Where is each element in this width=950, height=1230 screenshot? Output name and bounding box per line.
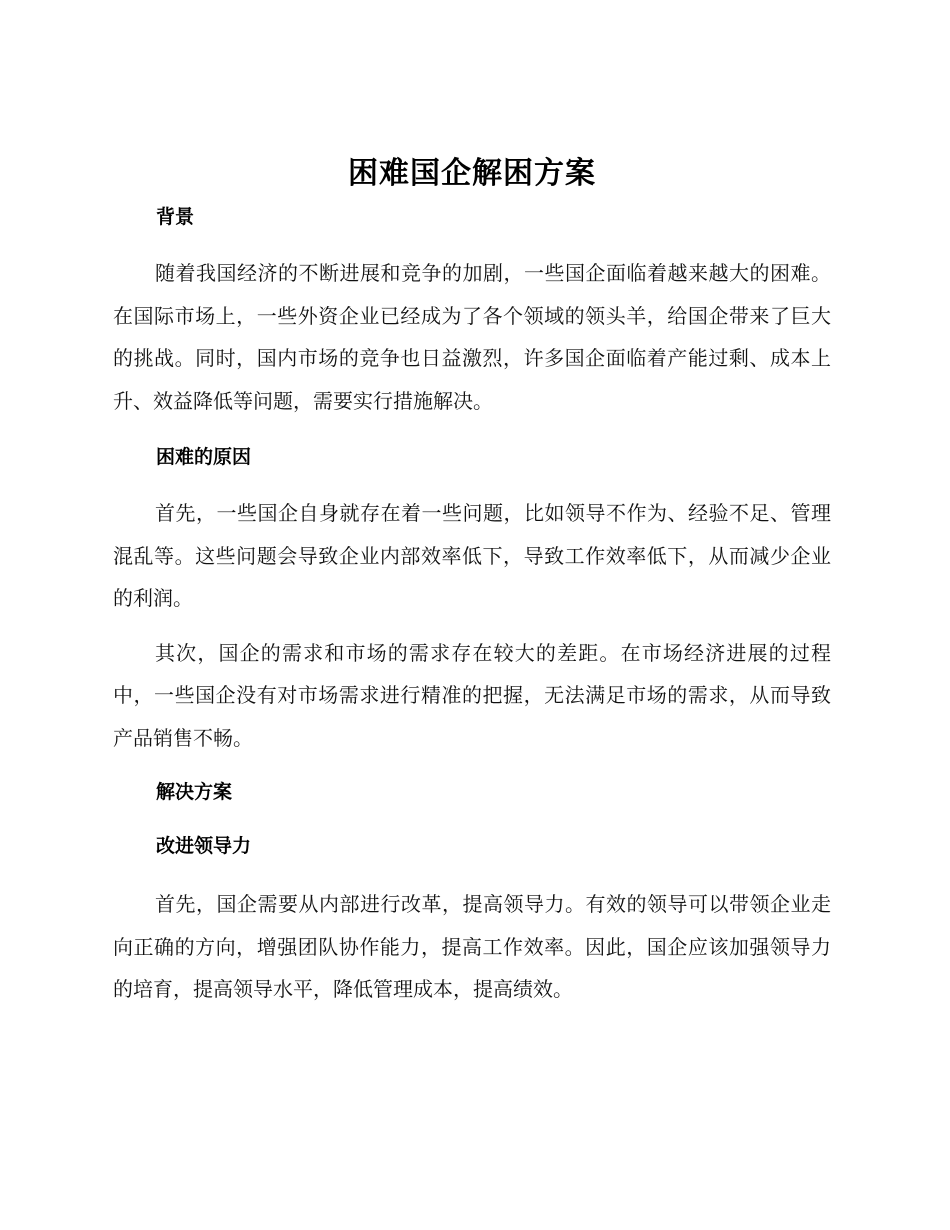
section-heading-causes: 困难的原因 bbox=[156, 446, 252, 468]
document-title: 困难国企解困方案 bbox=[348, 156, 596, 191]
paragraph-causes-first: 首先，一些国企自身就存在着一些问题，比如领导不作为、经验不足、管理混乱等。这些问题会导致企业内部效率低下，导致工作效率低下，从而减少企业的利润。 bbox=[113, 501, 831, 610]
section-heading-leadership: 改进领导力 bbox=[156, 835, 252, 857]
paragraph-leadership: 首先，国企需要从内部进行改革，提高领导力。有效的领导可以带领企业走向正确的方向，增强团队协作能力，提高工作效率。因此，国企应该加强领导力的培育，提高领导水平，降低管理成本，提高绩效。 bbox=[113, 892, 831, 1001]
section-heading-solutions: 解决方案 bbox=[156, 781, 233, 803]
paragraph-background: 随着我国经济的不断进展和竞争的加剧，一些国企面临着越来越大的困难。在国际市场上，一些外资企业已经成为了各个领域的领头羊，给国企带来了巨大的挑战。同时，国内市场的竞争也日益激烈，许多国企面临着产能过剩、成本上升、效益降低等问题，需要实行措施解决。 bbox=[113, 261, 831, 413]
paragraph-causes-second: 其次，国企的需求和市场的需求存在较大的差距。在市场经济进展的过程中，一些国企没有对市场需求进行精准的把握，无法满足市场的需求，从而导致产品销售不畅。 bbox=[113, 640, 831, 750]
section-heading-background: 背景 bbox=[156, 206, 195, 228]
document-page bbox=[113, 152, 831, 1011]
